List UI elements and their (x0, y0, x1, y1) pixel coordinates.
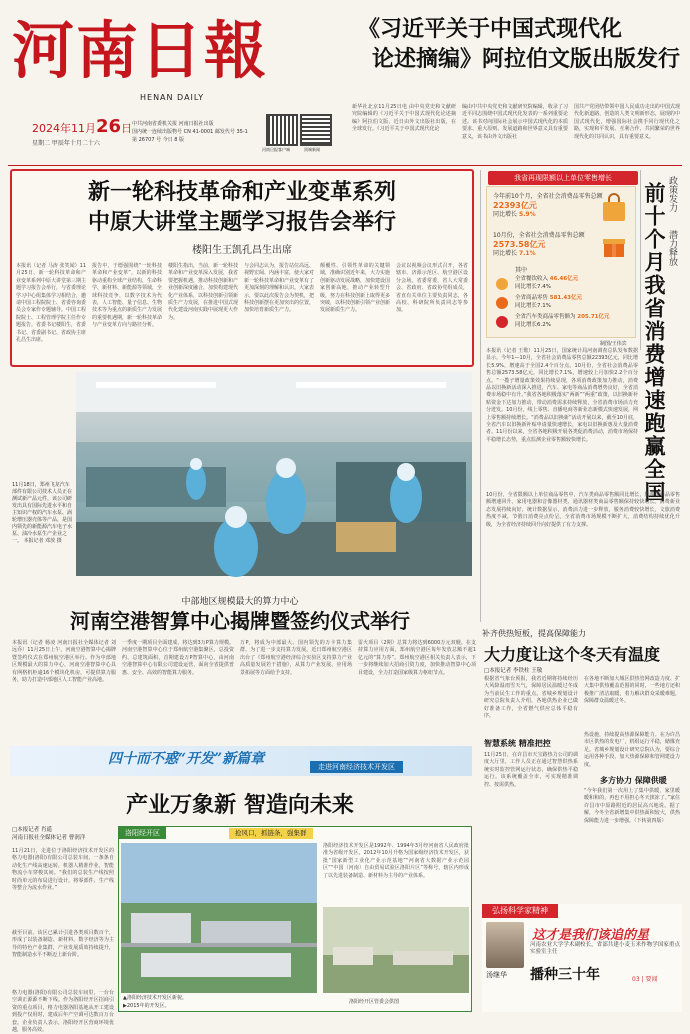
lead-col5: 颠覆性、引领性革命的关键领域，准确识别近年来，大力实施创新驱动发展战略，加快建设国家创新高地，推动产业转型升级，努力在科技创新上取得更多突破，以科技创新引领产业创新发展新质生产力。 (320, 263, 391, 314)
shopping-bag-icon (599, 193, 629, 223)
scientist-banner: 弘扬科学家精神 (482, 904, 558, 918)
luoyang-intro: 洛阳经济技术开发区是1992年、1994年3月经河南省人民政府批准为省级开发区，2012年10月升格为国家级经济技术开发区，获批“国家新型工业化产业示范基地”“河南省大数据产业示范园区”“中国（河南）自由贸易试验区洛阳片区”等称号，辖区内形成了以先进装备制造、新材料为主导的产业体系。 (323, 843, 469, 879)
issue-number: 第 26707 号 (132, 137, 162, 143)
row-retail (515, 294, 633, 310)
kicker-1: 政策发力 (667, 176, 677, 212)
computing-col3: 万P，将成为中部最大、国内领先的万卡算力集群。为了进一步支持算力发展，近日郑州航空港区出台了《郑州航空港经济综合实验区支持算力产业高质量发展若干措施》，从算力产业发展、应用场景拓展等方面给予支持。 (240, 640, 352, 676)
lead-headline-line2: 中原大讲堂主题学习报告会举行 (87, 209, 396, 235)
car-icon (495, 315, 509, 329)
byline-1: □本报记者 肖遥 (12, 827, 52, 833)
row-catering (515, 275, 633, 291)
top-story-title-line1: 《习近平关于中国式现代化 (358, 16, 623, 42)
consumption-kicker-2 (666, 230, 678, 266)
date-prefix: 2024年11月 (32, 122, 96, 135)
page-reference[interactable]: 03 | 要闻 (632, 976, 658, 983)
lead-headline (12, 177, 472, 237)
publisher-2: 河南日报社出版 (178, 121, 214, 127)
column-divider-2 (480, 170, 481, 622)
luoyang-photo-main (121, 843, 317, 993)
cn-number: 国内统一连续出版物号 CN 41-0001 (132, 129, 214, 135)
warm-col3: 11月25日，在许昌市天宝路热力公司的调度大厅里，工作人员正在通过智慧供热系统实时监控管网运行状态，确保供热平稳运行。该系统覆盖全市，可实现精准调控、按需供热。 (484, 752, 578, 788)
box1-growth-label: 同比增长 (493, 211, 518, 218)
date-suffix: 日 (121, 122, 133, 135)
masthead-date (32, 116, 132, 137)
weekday: 星期二 甲辰年十月二十六 (32, 140, 100, 147)
consumption-body: 本报讯（记者 王歌）11月25日，国家统计局河南调查总队发布数据显示，今年1—10月，全省社会消费品零售总额22393亿元，同比增长5.9%，增速高于全国2.4个百分点。10月份，全省社会消费品零售总额2573.58亿元，同比增长7.1%，增速较上月加快2.2个百分点。“一揽子增量政策效果持续显现，各项消费政策加力推动，消费品以旧换新活动深入推进，汽车、家电等商品消费增势良好，全省消费市场稳中有升。”我省各地积极落实“两新”“两重”政策，以旧换新补贴资金下达加力推动，带动消费需求持续释放，全省消费市场活力充分迸发。10月份，线上零售、直播电商等新业态新模式快速发展，网上零售额持续增长。“消费品以旧换新”活动开展以来，截至10月底，全省汽车以旧换新补贴申请量快速增长，家电以旧换新惠及大量消费者。11月份以来，全省各地积极开展各类促消费活动，消费市场保持平稳增长态势，重点监测企业零售额较快增长。 (486, 348, 638, 443)
warm-subhead-2: 多方协力 保障供暖 (600, 776, 667, 785)
aerial-photo-graphic (121, 843, 317, 993)
masthead (12, 6, 267, 161)
consumption-banner: 我省再现限额以上单位零售增长 (488, 171, 638, 185)
box2-growth-label: 同比增长 (493, 250, 518, 257)
top-story-col3: 国共产党团结带领中国人民成功走出的中国式现代化新道路，创造的人类文明新形态，展现的中国式现代化，增强国际社会携手同行现代化之路，实现和平发展、互利合作、共同繁荣的世界现代化的共同认识，具有重要意义。 (574, 104, 680, 140)
box2-title: 10月份，全省社会消费品零售总额 (493, 232, 585, 239)
computing-col1: 本报讯（记者 杨凌 河南日报社全媒体记者 刘远乔）11月25日上午，河南空港智算中心揭牌暨签约仪式在郑州航空港区举行。作为中部地区规模最大的算力中心，河南空港智算中心具有网格机柜逾16个模块化机房，可提供算力服务，助力打造中部地区人工智能产业高地。 (12, 640, 116, 684)
row-auto-growth: 同比增长6.2% (515, 322, 551, 328)
box1-value: 22393亿元 (493, 201, 537, 210)
scientist-portrait (486, 922, 524, 968)
lead-subtitle: 楼阳生王凯孔昌生出席 (192, 245, 292, 256)
cutlery-icon (495, 277, 509, 291)
forty-years-title: 四十而不惑“开发”新篇章 (108, 751, 265, 767)
consumption-kicker (666, 176, 678, 212)
warm-col1: 根据省气象台预报，我省近期将持续经历大风降温雨雪天气，保障居民温暖过冬成为当前民生工作的重点。省城乡规划设计研究总院负责人介绍，各地供热企业已做好准备工作，全省燃气供应总体平稳有序。 (484, 676, 578, 720)
qr-code-dingduan[interactable] (302, 116, 330, 144)
post-number: 邮发代号 35-1 (214, 129, 248, 135)
box2-growth: 7.1% (518, 250, 536, 257)
row-catering-value: 46.46亿元 (549, 276, 579, 282)
row-auto-label: 全省汽车类商品零售额为 (515, 314, 576, 320)
consumption-headline: 前十个月我省消费增速跑赢全国 (642, 182, 667, 504)
row-catering-growth: 同比增长7.4% (515, 284, 551, 290)
top-story-title (352, 14, 681, 74)
row-catering-label: 全省餐饮收入 (515, 276, 549, 282)
lead-col3: 楼阳生指出，当前，新一轮科技革命和产业变革深入发展，我省要把握机遇，推动科技创新和产业创新深度融合，加快构建现代化产业体系，以科技创新引领新质生产力发展，在推进中国式现代化建设河南实践中展现更大作为。 (168, 263, 239, 321)
byline-2: 河南日报社全媒体记者 曹润洋 (12, 835, 86, 841)
date-day: 26 (96, 116, 122, 137)
luoyang-tag: 抢风口，抓链条，强集群 (229, 828, 313, 839)
row-retail-label: 全省商品零售 (515, 295, 549, 301)
scientist-headline: 播种三十年 (530, 967, 600, 983)
forty-years-byline (12, 826, 132, 842)
column-divider (640, 170, 641, 350)
row-retail-growth: 同比增长7.1% (515, 303, 551, 309)
forty-years-col1: 11月21日，走进位于洛阳经济技术开发区的格力电器(洛阳)有限公司总装车间，一条条自动化生产线高速运转，机器人精准作业，智能物流小车穿梭其间。“我们的总装生产线按照时尚单元的布局进行设计，将零部件、生产线等整合为流水作业。” (12, 848, 114, 892)
computing-kicker: 中部地区规模最大的算力中心 (181, 597, 299, 607)
computing-col4: 雷火项目（2期）总算力将达到6000万元双舰。在支持算力应用方面，郑州航空港区每年发放总额不超1亿元的“算力券”。郑州航空港区相关负责人表示，下一步将继续加大招商引资力度，加快推动智算中心项目建设，全力打造国家级算力枢纽节点。 (358, 640, 476, 676)
factory-photo-caption: 11月18日，郑州飞龙汽车部件有限公司技术人员正在测试新产品元件。该公司研发出具有国际先进水平和自主知识产权的汽车水泵、涡轮增压器壳体等产品，是国内领先的新能源汽车电子水泵、油冷水泵生产企业之一。 本报记者 邓放 摄 (12, 482, 73, 544)
top-story-col2: 编由中共中央党史和文献研究院编辑，收录了习近平同志围绕中国式现代化发表的一系列重要论述。该书对向国际社会展示中国式现代化的本质要求、重大原则、发展道路和世界意义具有重要意义，该书由外文出版社 (462, 104, 568, 140)
forty-years-col2: 格力电器(洛阳)有限公司总装车间里，一台台空调正源源不断下线。作为洛阳经开区招商引资的重点项目，格力电器洛阳基地从开工建设到投产仅用时，建成后年产空调可达数百万台套。企业负责人表示，洛阳经开区营商环境优越，服务高效。 (12, 990, 114, 1034)
luoyang-box (118, 826, 472, 1012)
lead-col4: 与会同志认为，报告站位高远、视野宏阔、内涵丰富，使大家对新一轮科技革命和产业变革有了更加深刻的理解和认识。大家表示，要以此次报告会为契机，把科技创新摆在更加突出的位置，加快培育新质生产力。 (244, 263, 315, 314)
logo-pinyin: HENAN DAILY (140, 93, 205, 102)
publisher-1: 中共河南省委机关报 (132, 121, 178, 127)
consumption-rows (515, 275, 633, 329)
warm-byline: □本报记者 李铁柱 王敬 (484, 668, 543, 674)
warm-headline: 大力度让这个冬天有温度 (484, 645, 661, 664)
scientist-box (482, 904, 682, 1012)
box1-title: 今年前10个月，全省社会消费品零售总额 (493, 193, 603, 200)
photo-caption-1: ▲洛阳经济技术开发区新貌。 (123, 995, 187, 1001)
computing-col2: 一季度一期项目全面建成，将达到3万P算力规模。河南空港智算中心位于郑州航空港集聚区，总投资约、总建筑面积，首期建设万P智算中心，由河南空港智算中心有限公司建设运营，面向全省提供普惠、安全、高效的智能算力服务。 (122, 640, 234, 676)
computing-headline: 河南空港智算中心揭牌暨签约仪式举行 (70, 609, 410, 633)
forty-years-col1b: 截至目前，该区已累计引进各类项目数百个，形成了以装备制造、新材料、数字经济等为主导的特色产业集群，产业发展质效持续提升，智能制造水平不断迈上新台阶。 (12, 930, 114, 959)
warm-subhead-1: 智慧系统 精准把控 (484, 739, 551, 748)
forty-years-headline: 产业万象新 智造向未来 (126, 792, 354, 818)
top-story-title-line2: 论述摘编》阿拉伯文版出版发行 (372, 46, 681, 72)
qr-label-dingduan: 顶端新闻 (304, 147, 320, 152)
qr-label-app: 河南日报客户端 (262, 147, 290, 152)
photo-caption-2: ▶2015年的开发区。 (123, 1003, 170, 1009)
consumption-body-2: 10月份，全省限额以上单位商品零售中，汽车类商品零售额同比增长，能源类商品零售额增速回升。家用电器和音像器材类、通讯器材类商品零售额保持较快增长。消费新业态发展持续向好，统计数据显示，消费活力进一步释放，服务消费较快增长，文旅消费热度不减，节假日消费亮点纷呈。全省消费市场规模不断扩大，消费结构持续优化升级，为全省经济持续回升向好提供了有力支撑。 (486, 492, 680, 528)
warm-col4: 热设施，持续提高热源保障能力。在为许昌市区供热的发电厂，机组运行平稳，储煤充足。省城乡规划设计研究总院认为，要综合运用各种手段，加大热源保障和管网建设力度。 (584, 732, 680, 768)
gift-icon (601, 233, 627, 259)
photo-caption-3: 洛阳经开区管委会供图 (349, 999, 400, 1005)
top-rule (8, 165, 682, 166)
sub-label: 其中 (515, 267, 528, 274)
cart-icon (495, 296, 509, 310)
qr-code-app[interactable] (268, 116, 296, 144)
publisher-info (132, 120, 248, 144)
infographic-credit: 制图/王伟宾 (600, 341, 627, 347)
lead-story-box (10, 169, 474, 367)
warm-col5: “今年我们第一次用上了集中供暖，家里暖暖和和的，再也不用担心冬天挨冻了。”家住许昌市中原路附近的居民高兴地说。据了解，今冬全省新增集中供热面积较大，供热保障能力进一步增强。（下转第四版） (584, 788, 680, 824)
old-photo-graphic (323, 907, 469, 993)
box2-value: 2573.58亿元 (493, 240, 546, 249)
scientist-desc: 河南农业大学学术副校长，省部共建小麦玉米作物学国家重点实验室主任 (530, 942, 680, 956)
consumption-infographic (486, 186, 636, 338)
lead-headline-line1: 新一轮科技革命和产业变革系列 (87, 179, 396, 205)
scientist-name: 汤继华 (486, 971, 507, 979)
scientist-quote: 这才是我们该追的星 (532, 928, 650, 943)
warm-col2: 在各地不断加大城区供热管网改造力度、扩大集中供热覆盖范围的同时，一些地方还积极推广清洁取暖，着力解决群众采暖难题，保障群众温暖过冬。 (584, 676, 680, 705)
warm-kicker: 补齐供热短板，提高保障能力 (482, 629, 586, 638)
row-auto (515, 313, 633, 329)
factory-photo-graphic (76, 372, 472, 576)
newspaper-logo: 河南日報 (12, 14, 269, 87)
row-retail-value: 581.43亿元 (549, 295, 582, 301)
luoyang-photo-2015 (323, 907, 469, 993)
luoyang-banner: 洛阳经开区 (119, 827, 166, 839)
lead-col6: 会议以视频会议形式召开，各省辖市、济源示范区、航空港区设分会场。省委常委，省人大常委会、省政府、省政协党组成员，省直有关单位主要负责同志，各高校、科研院所负责同志等参加。 (396, 263, 468, 314)
forty-years-banner (10, 746, 472, 776)
lead-col1: 本报讯（记者 马涛 张笑闻）11月25日，新一轮科技革命和产业变革系列中原大讲堂第三期主题学习报告会举行，与省委理论学习中心组集体学习相结合，邀请中国工程院院士、省委咨询委员会专家作专题辅导。中国工程院院士、工程管理学院主任作专题报告。省委书记楼阳生，省委书记、省委副书记、省政协主席孔昌生出席。 (16, 263, 87, 344)
box1-growth: 5.9% (518, 211, 536, 218)
kicker-2: 潜力释放 (667, 230, 677, 266)
row-auto-value: 205.71亿元 (577, 314, 610, 320)
factory-photo (76, 372, 472, 576)
pages-count: 今日 8 版 (162, 137, 185, 143)
top-story-col1: 新华社北京11月25日电 由中央党史和文献研究院编辑的《习近平关于中国式现代化论述摘编》阿拉伯文版，近日由外文出版社出版，在全球发行。《习近平关于中国式现代化论 (352, 104, 456, 133)
lead-col2: 报告中，于德强围绕“一轮科技革命和产业变革”，以新的科技驱动重构全球产业结构，生命科学、新材料、新能源等领域，全球科技竞争，以数字技术为代表，人工智能、量子信息、生物技术等为重点的新质生产力发展的重要机遇期，新一轮科技革命与产业变革方向与路径分析。 (92, 263, 163, 329)
forty-years-tag: 走进河南经济技术开发区 (310, 761, 403, 773)
